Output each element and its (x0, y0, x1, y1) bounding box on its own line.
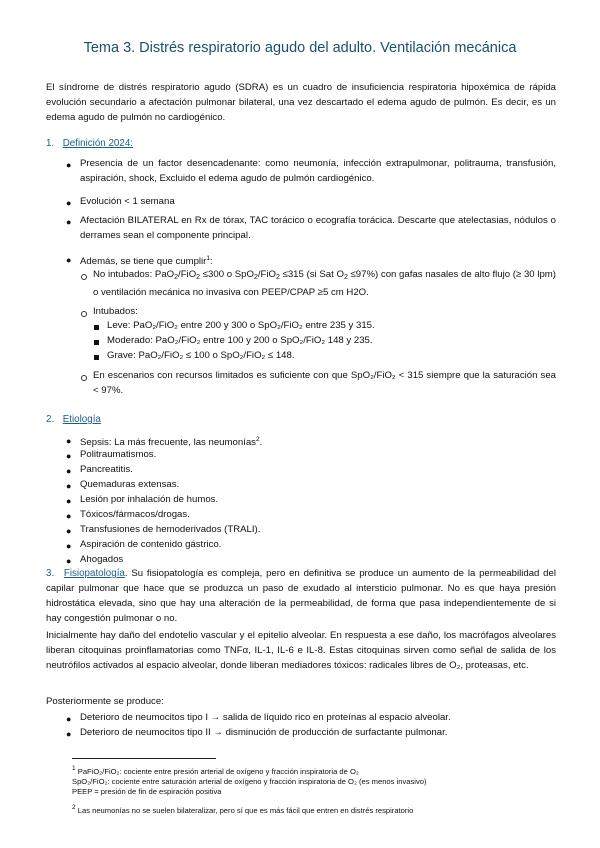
etiology-item: Lesión por inhalación de humos. (80, 494, 219, 505)
footnote-ref-1: 1 (206, 255, 211, 262)
intubados-grave: Grave: PaO₂/FiO₂ ≤ 100 o SpO₂/FiO₂ ≤ 148. (107, 350, 295, 361)
bullet-icon: ● (66, 541, 72, 551)
bullet-icon: ● (66, 729, 72, 739)
section-1-number: 1. (46, 138, 55, 149)
etiology-item: Pancreatitis. (80, 464, 133, 475)
definition-item-evolution: Evolución < 1 semana (80, 196, 175, 207)
section-3-paragraph (46, 566, 556, 626)
page-title: Tema 3. Distrés respiratorio agudo del adulto. Ventilación mecánica (83, 40, 517, 56)
footnote-1-number: 1 (72, 765, 76, 772)
etiology-item: Ahogados (80, 554, 124, 565)
section-2-title: Etiología (62, 414, 101, 425)
intubados-moderado: Moderado: PaO₂/FiO₂ entre 100 y 200 o SpO₂/FiO₂ 148 y 235. (107, 335, 373, 346)
etiology-item: Transfusiones de hemoderivados (TRALI). (80, 524, 261, 535)
circle-bullet-icon (81, 274, 87, 280)
no-int-text-f: ≤97%) con gafas nasales de alto flujo (≥ 30 lpm) o ventilación mecánica no invasiva con PEEP/CPAP ≥5 cm H2O. (93, 269, 556, 298)
square-bullet-icon (94, 325, 99, 330)
deterioration-type-1: Deterioro de neumocitos tipo I → salida de líquido rico en proteínas al espacio alveolar. (80, 712, 451, 723)
section-3-title: Fisiopatología (63, 568, 125, 579)
bullet-icon: ● (66, 198, 72, 208)
footnote-1-text-a: PaFiO₂/FiO₂: cociente entre presión arterial de oxígeno y fracción inspiratoria de O₂ (77, 767, 359, 776)
footnote-1 (72, 764, 427, 797)
circle-bullet-icon (81, 375, 87, 381)
footnote-1-line-c: PEEP = presión de fin de espiración positiva (72, 787, 222, 796)
definition-item-bilateral: Afectación BILATERAL en Rx de tórax, TAC torácico o ecografía torácica. Descarte que atelectasias, nódulos o derrames sean el componente principal. (80, 215, 556, 241)
bullet-icon: ● (66, 451, 72, 461)
definition-item-trigger: Presencia de un factor desencadenante: como neumonía, infección extrapulmonar, politrauma, transfusión, aspiración, shock, Excluido el edema agudo de pulmón cardiogénico. (80, 158, 556, 184)
intro-paragraph: El síndrome de distrés respiratorio agudo (SDRA) es un cuadro de insuficiencia respiratoria hipoxémica de rápida evolución secundario a afectación pulmonar bilateral, una vez descartado el edema agudo de pulmón. Es decir, es un edema agudo de pulmón no cardiogénico. (46, 82, 556, 123)
etiology-item: Aspiración de contenido gástrico. (80, 539, 222, 550)
square-bullet-icon (94, 340, 99, 345)
bullet-icon: ● (66, 466, 72, 476)
bullet-icon: ● (66, 255, 72, 265)
bullet-icon: ● (66, 481, 72, 491)
section-2-number: 2. (46, 414, 55, 425)
subsequent-heading: Posteriormente se produce: (46, 696, 164, 707)
bullet-icon: ● (66, 714, 72, 724)
criteria-no-intubados: No intubados: PaO$_2$/FiO$_2$ ≤300 o SpO$_2$/FiO$_2$ ≤315 (si Sat $O_2 \le 97\%$) con gafas nasales de alto flujo (≥ 30 lpm) o ventilación mecánica no invasiva con PEEP/CPAP ≥5 cm H2O. (93, 269, 556, 298)
footnote-2-number: 2 (72, 804, 76, 811)
no-int-text-e: ≤315 (si Sat O (279, 269, 344, 280)
etiology-sepsis-end: . (259, 437, 263, 448)
no-int-text-c: ≤300 o SpO (200, 269, 254, 280)
criteria-limited-resources: En escenarios con recursos limitados es suficiente con que SpO₂/FiO₂ < 315 siempre que la saturación sea < 97%. (93, 370, 556, 396)
section-1-heading (46, 138, 133, 149)
footnote-2 (72, 803, 413, 816)
footnote-1-line-b: SpO₂/FiO₂: cociente entre saturación arterial de oxígeno y fracción inspiratoria de O₂ (es menos invasivo) (72, 777, 427, 786)
section-3-number: 3. (46, 568, 55, 579)
bullet-icon: ● (66, 436, 72, 446)
section-2-heading (46, 414, 101, 425)
footnote-2-text: Las neumonías no se suelen bilateralizar, pero sí que es más fácil que entren en distrés respiratorio (77, 806, 414, 815)
bullet-icon: ● (66, 496, 72, 506)
pathophysiology-paragraph: Inicialmente hay daño del endotelio vascular y el epitelio alveolar. En respuesta a ese daño, los macrófagos alveolares liberan citoquinas proinflamatorias como TNFα, IL-1, IL-6 e IL-8. Estas citoquinas sirven como señal de salida de los neutrófilos activados al espacio alveolar, donde liberan mediadores tóxicos: radicales libres de O₂, proteasas, etc. (46, 630, 556, 671)
section-1-title: Definición 2024: (62, 138, 133, 149)
section-3-heading (46, 568, 125, 579)
no-int-text-d: /FiO (257, 269, 276, 280)
criteria-text: Además, se tiene que cumplir (80, 256, 207, 267)
definition-item-criteria (80, 252, 213, 270)
criteria-intubados-title: Intubados: (93, 306, 138, 317)
bullet-icon: ● (66, 511, 72, 521)
etiology-item: Politraumatismos. (80, 449, 157, 460)
bullet-icon: ● (66, 160, 72, 170)
etiology-item: Tóxicos/fármacos/drogas. (80, 509, 190, 520)
bullet-icon: ● (66, 217, 72, 227)
deterioration-type-2: Deterioro de neumocitos tipo II → disminución de producción de surfactante pulmonar. (80, 727, 448, 738)
etiology-item: Quemaduras extensas. (80, 479, 180, 490)
intubados-leve: Leve: PaO₂/FiO₂ entre 200 y 300 o SpO₂/FiO₂ entre 235 y 315. (107, 320, 375, 331)
bullet-icon: ● (66, 556, 72, 566)
no-int-text-b: /FiO (178, 269, 197, 280)
etiology-sepsis: Sepsis: La más frecuente, las neumonías (80, 437, 256, 448)
circle-bullet-icon (81, 311, 87, 317)
square-bullet-icon (94, 355, 99, 360)
section-3-text: . Su fisiopatología es compleja, pero en definitiva se produce un aumento de la permeabilidad del capilar pulmonar que hace que se produzca un paso de exudado al intersticio pulmonar. No es que haya presión hidrostática elevada, sino que hay una alteración de la permeabilidad, de forma que pasa independientemente de si hay congestión pulmonar o no. (46, 568, 556, 624)
footnote-ref-2: 2 (255, 436, 260, 443)
no-int-text-a: No intubados: PaO (93, 269, 175, 280)
footnote-separator (72, 758, 216, 759)
criteria-colon: : (210, 256, 213, 267)
footnote-1-line-a (72, 764, 427, 777)
bullet-icon: ● (66, 526, 72, 536)
